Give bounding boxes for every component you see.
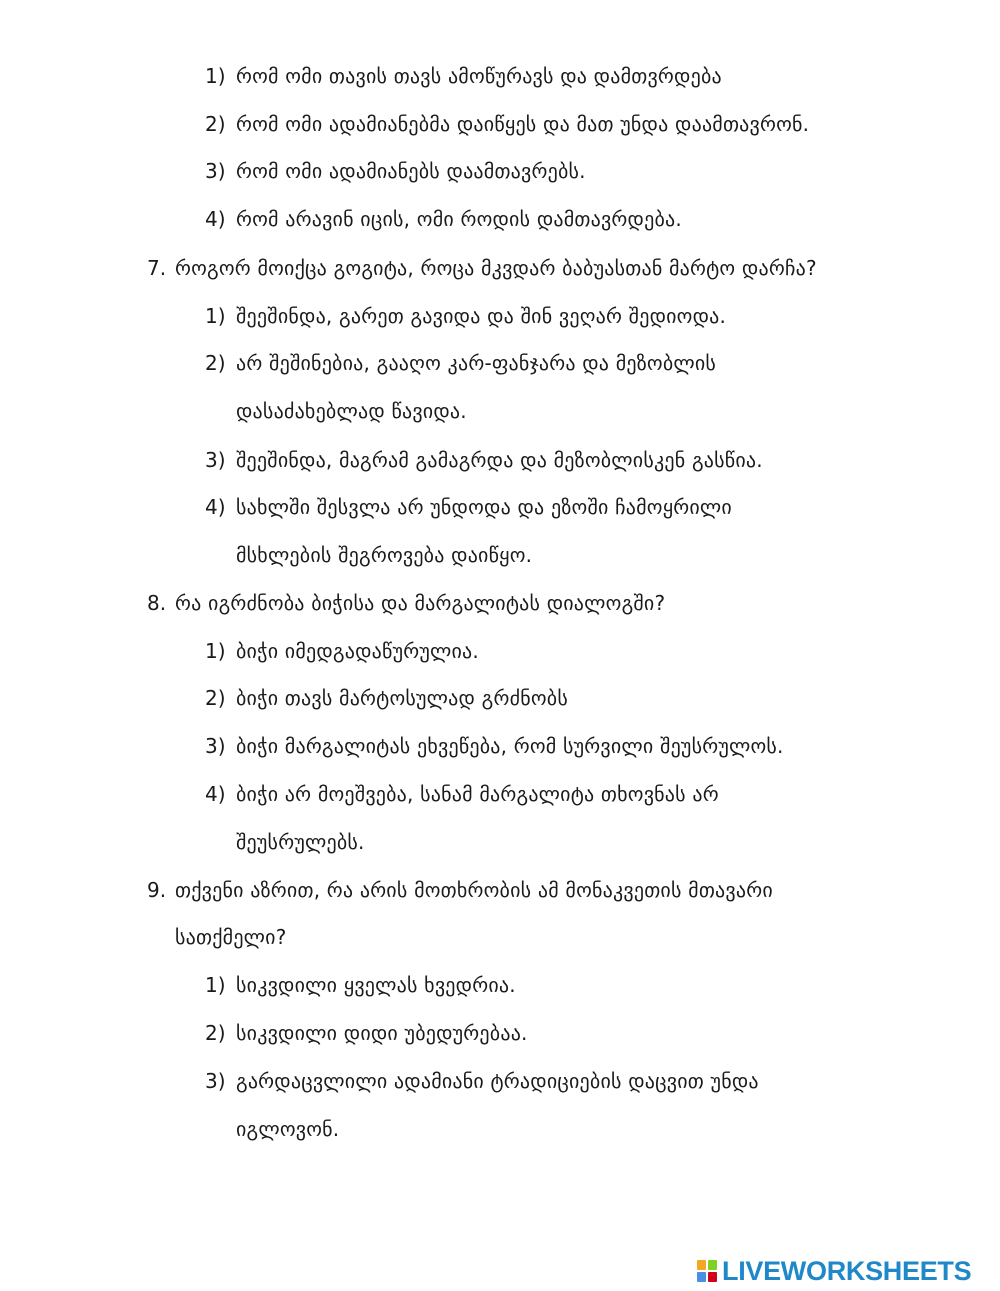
option-text: რომ ომი ადამიანებმა დაიწყეს და მათ უნდა დაამთავრონ. bbox=[236, 112, 810, 136]
question-number: 9. bbox=[147, 878, 167, 902]
option-number: 3) bbox=[205, 159, 226, 183]
option-text: რომ ომი თავის თავს ამოწურავს და დამთვრდება bbox=[236, 64, 722, 88]
option-number: 2) bbox=[205, 1021, 226, 1045]
question-text-continued: სათქმელი? bbox=[175, 925, 287, 949]
option-number: 4) bbox=[205, 782, 226, 806]
option-number: 1) bbox=[205, 973, 226, 997]
option-text-continued: იგლოვონ. bbox=[236, 1117, 340, 1141]
option-text-continued: მსხლების შეგროვება დაიწყო. bbox=[236, 543, 533, 567]
option-number: 3) bbox=[205, 1069, 226, 1093]
option-number: 4) bbox=[205, 495, 226, 519]
logo-mark-icon bbox=[697, 1260, 717, 1282]
question-number: 7. bbox=[147, 256, 167, 280]
option-number: 1) bbox=[205, 304, 226, 328]
option-text: შეეშინდა, გარეთ გავიდა და შინ ვეღარ შედიოდა. bbox=[236, 304, 727, 328]
question-number: 8. bbox=[147, 591, 167, 615]
logo-text: LIVEWORKSHEETS bbox=[722, 1256, 972, 1286]
option-text: არ შეშინებია, გააღო კარ-ფანჯარა და მეზობლის bbox=[236, 351, 717, 375]
option-number: 3) bbox=[205, 448, 226, 472]
option-text: ბიჭი მარგალიტას ეხვეწება, რომ სურვილი შეუსრულოს. bbox=[236, 734, 784, 758]
option-number: 4) bbox=[205, 207, 226, 231]
option-text: სიკვდილი ყველას ხვედრია. bbox=[236, 973, 516, 997]
option-text: ბიჭი არ მოეშვება, სანამ მარგალიტა თხოვნას არ bbox=[236, 782, 719, 806]
question-text: რა იგრძნობა ბიჭისა და მარგალიტას დიალოგში? bbox=[175, 591, 666, 615]
option-number: 2) bbox=[205, 351, 226, 375]
option-text-continued: დასაძახებლად წავიდა. bbox=[236, 399, 467, 423]
option-text: სახლში შესვლა არ უნდოდა და ეზოში ჩამოყრილი bbox=[236, 495, 732, 519]
option-text: რომ ომი ადამიანებს დაამთავრებს. bbox=[236, 159, 586, 183]
option-text: ბიჭი თავს მარტოსულად გრძნობს bbox=[236, 686, 568, 710]
option-text: შეეშინდა, მაგრამ გამაგრდა და მეზობლისკენ გასწია. bbox=[236, 448, 763, 472]
option-text: გარდაცვლილი ადამიანი ტრადიციების დაცვით უნდა bbox=[236, 1069, 759, 1093]
option-number: 1) bbox=[205, 639, 226, 663]
question-text: თქვენი აზრით, რა არის მოთხრობის ამ მონაკვეთის მთავარი bbox=[175, 878, 773, 902]
option-text: სიკვდილი დიდი უბედურებაა. bbox=[236, 1021, 528, 1045]
option-text: რომ არავინ იცის, ომი როდის დამთავრდება. bbox=[236, 207, 682, 231]
liveworksheets-logo bbox=[697, 1256, 971, 1286]
option-number: 1) bbox=[205, 64, 226, 88]
option-number: 2) bbox=[205, 686, 226, 710]
option-text: ბიჭი იმედგადაწურულია. bbox=[236, 639, 479, 663]
question-text: როგორ მოიქცა გოგიტა, როცა მკვდარ ბაბუასთან მარტო დარჩა? bbox=[175, 256, 817, 280]
option-number: 2) bbox=[205, 112, 226, 136]
option-number: 3) bbox=[205, 734, 226, 758]
option-text-continued: შეუსრულებს. bbox=[236, 830, 365, 854]
